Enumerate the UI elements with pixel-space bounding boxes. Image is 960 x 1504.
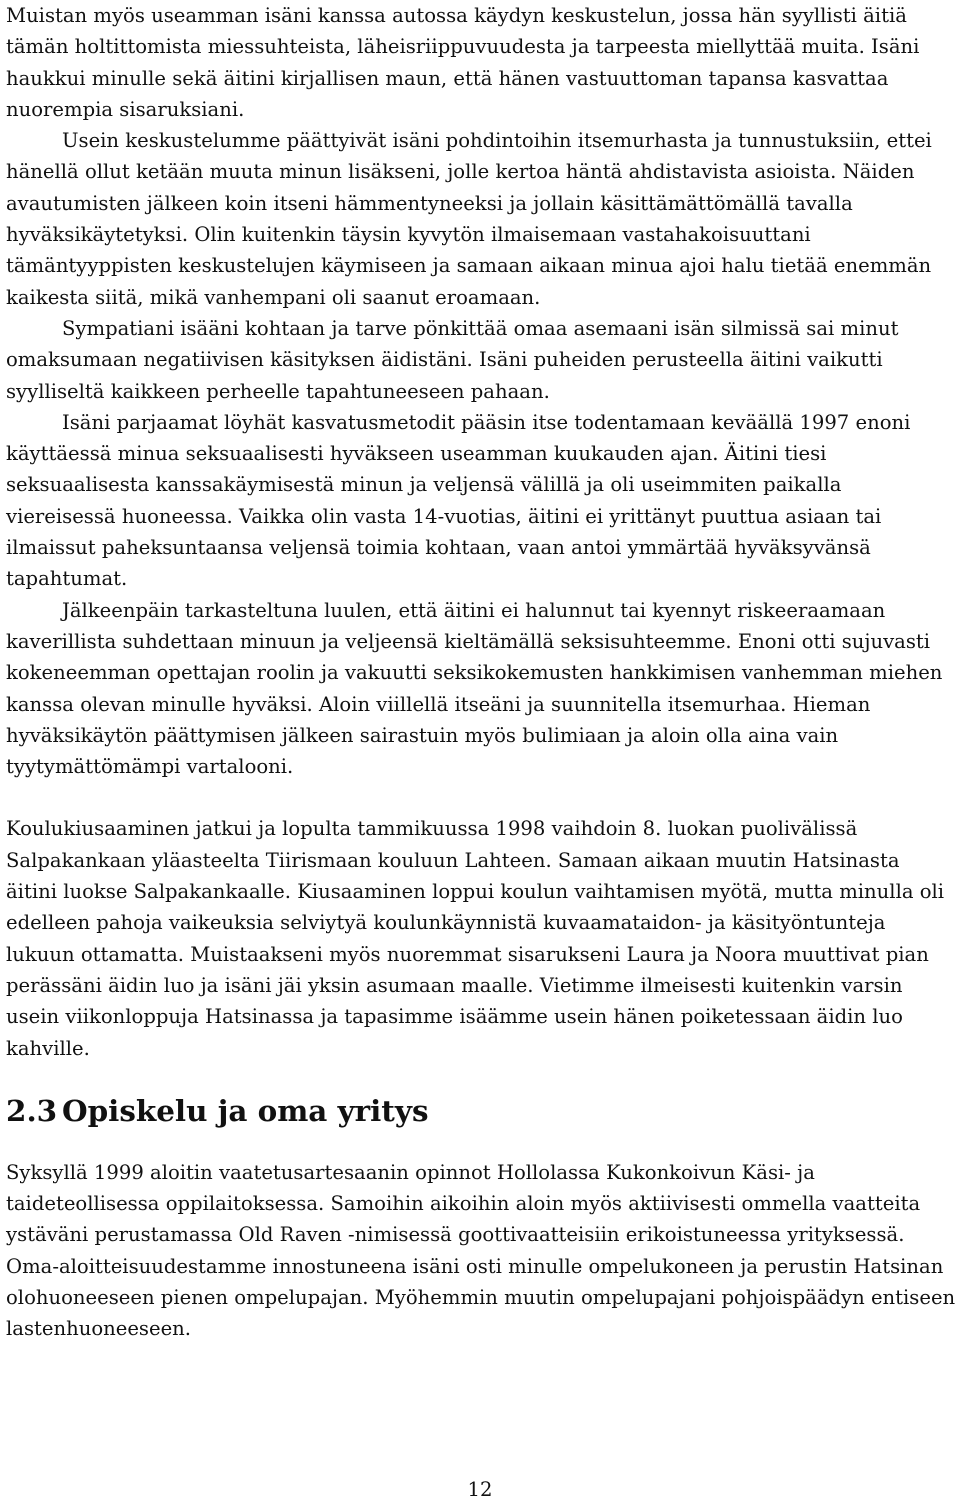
paragraph-spacer (6, 1126, 956, 1157)
section-title: Opiskelu ja oma yritys (62, 1092, 429, 1128)
paragraph: Jälkeenpäin tarkasteltuna luulen, että äitini ei halunnut tai kyennyt riskeeraamaan kaverillista suhdettaan minuun ja veljeensä kieltämällä seksisuhteemme. Enoni otti sujuvasti kokeneemman opettajan roolin ja vakuutti seksikokemusten hankkimisen vanhemman miehen kanssa olevan minulle hyväksi. Aloin viillellä itseäni ja suunnitella itsemurhaa. Hieman hyväksikäytön päättymisen jälkeen sairastuin myös bulimiaan ja aloin olla aina vain tyytymättömämpi vartalooni. (6, 598, 943, 779)
paragraph: Muistan myös useamman isäni kanssa autossa käydyn keskustelun, jossa hän syyllisti äitiä tämän holtittomista miessuhteista, läheisriippuvuudesta ja tarpeesta miellyttää muita. Isäni haukkui minulle sekä äitini kirjallisen maun, että hänen vastuuttoman tapansa kasvattaa nuorempia sisaruksiani. (6, 4, 920, 121)
section-number: 2.3 (6, 1092, 58, 1128)
paragraph: Usein keskustelumme päättyivät isäni pohdintoihin itsemurhasta ja tunnustuksiin, ettei hänellä ollut ketään muuta minun lisäkseni, jolle kertoa häntä ahdistavista asioista. Näiden avautumisten jälkeen koin itseni hämmentyneeksi ja jollain käsittämättömällä tavalla hyväksikäytetyksi. Olin kuitenkin täysin kyvytön ilmaisemaan vastahakoisuuttani tämäntyyppisten keskustelujen käymiseen ja samaan aikaan minua ajoi halu tietää enemmän kaikesta siitä, mikä vanhempani oli saanut eroamaan. (6, 129, 932, 309)
studies-section (6, 1157, 956, 1345)
section-heading (6, 1092, 956, 1128)
paragraph: Isäni parjaamat löyhät kasvatusmetodit pääsin itse todentamaan keväällä 1997 enoni käyttäessä minua seksuaalisesti hyväkseen useamman kuukauden ajan. Äitini tiesi seksuaalisesta kanssakäymisestä minun ja veljensä välillä ja oli useimmiten paikalla viereisessä huoneessa. Vaikka olin vasta 14-vuotias, äitini ei yrittänyt puuttua asiaan tai ilmaissut paheksuntaansa veljensä toimia kohtaan, vaan antoi ymmärtää hyväksyvänsä tapahtumat. (6, 410, 911, 591)
page-number: 12 (467, 1478, 493, 1501)
paragraph: Syksyllä 1999 aloitin vaatetusartesaanin opinnot Hollolassa Kukonkoivun Käsi- ja taideteollisessa oppilaitoksessa. Samoihin aikoihin aloin myös aktiivisesti ommella vaatteita ystäväni perustamassa Old Raven -nimisessä goottivaatteisiin erikoistuneessa yrityksessä. Oma-aloitteisuudestamme innostuneena isäni osti minulle ompelukoneen ja perustin Hatsinan olohuoneeseen pienen ompelupajan. Myöhemmin muutin ompelupajani pohjoispäädyn entiseen lastenhuoneeseen. (6, 1160, 956, 1341)
school-section (6, 813, 956, 1063)
paragraph-spacer (6, 782, 956, 813)
paragraph: Sympatiani isääni kohtaan ja tarve pönkittää omaa asemaani isän silmissä sai minut omaksumaan negatiivisen käsityksen äidistäni. Isäni puheiden perusteella äitini vaikutti syylliseltä kaikkeen perheelle tapahtuneeseen pahaan. (6, 316, 899, 403)
paragraph: Koulukiusaaminen jatkui ja lopulta tammikuussa 1998 vaihdoin 8. luokan puolivälissä Salpakankaan yläasteelta Tiirismaan kouluun Lahteen. Samaan aikaan muutin Hatsinasta äitini luokse Salpakankaalle. Kiusaaminen loppui koulun vaihtamisen myötä, mutta minulla oli edelleen pahoja vaikeuksia selviytyä koulunkäynnistä kuvaamataidon- ja käsityöntunteja lukuun ottamatta. Muistaakseni myös nuoremmat sisarukseni Laura ja Noora muuttivat pian perässäni äidin luo ja isäni jäi yksin asumaan maalle. Vietimme ilmeisesti kuitenkin varsin usein viikonloppuja Hatsinassa ja tapasimme isäämme usein hänen poiketessaan äidin luo kahville. (6, 817, 945, 1060)
document-page (6, 0, 956, 1345)
section-continuation (6, 0, 956, 782)
paragraph-spacer (6, 1064, 956, 1095)
